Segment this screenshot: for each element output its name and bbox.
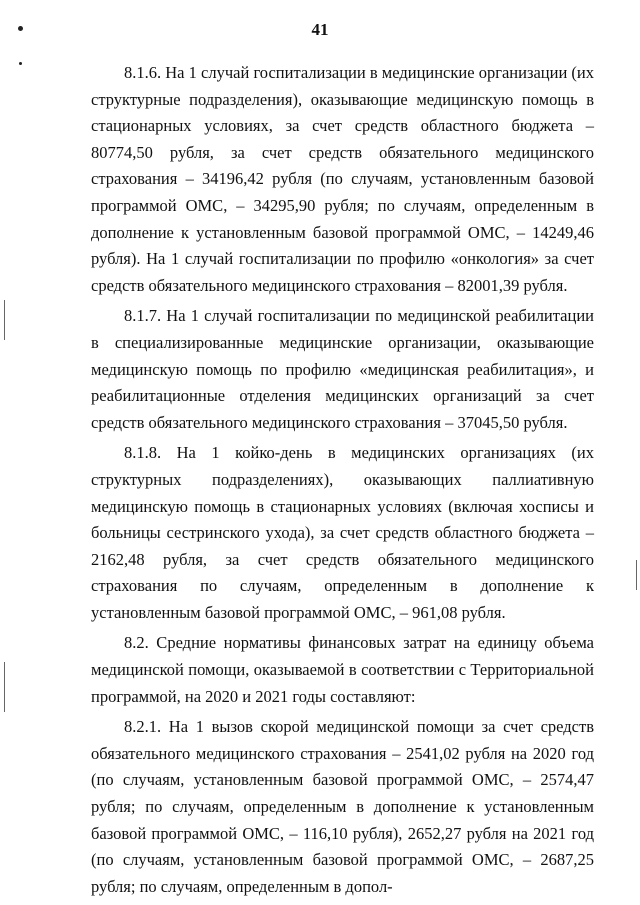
paragraph-8-2: 8.2. Средние нормативы финансовых затрат на единицу объема медицинской помощи, оказываемой в соответствии с Территориальной программой, на 2020 и 2021 годы составляют: (91, 633, 594, 706)
paragraph-8-1-6: 8.1.6. На 1 случай госпитализации в медицинские организации (их структурные подразделения), оказывающие медицинскую помощь в стационарных условиях, за счет средств областного бюджета – 80774,50 рубля, за счет средств обязательного медицинского страхования – 34196,42 рубля (по случаям, установленным базовой программой ОМС, – 34295,90 рубля; по случаям, определенным в дополнение к установленным базовой программой ОМС, – 14249,46 рубля). На 1 случай госпитализации по профилю «онкология» за счет средств обязательного медицинского страхования – 82001,39 рубля. (91, 63, 594, 295)
page-number: 41 (311, 20, 329, 39)
scan-edge-mark (4, 662, 5, 712)
scan-speck (19, 62, 22, 65)
paragraph-8-1-8: 8.1.8. На 1 койко-день в медицинских организациях (их структурных подразделениях), оказывающих паллиативную медицинскую помощь в стационарных условиях (включая хосписы и больницы сестринского ухода), за счет средств областного бюджета – 2162,48 рубля, за счет средств обязательного медицинского страхования по случаям, определенным в дополнение к установленным базовой программой ОМС, – 961,08 рубля. (91, 443, 594, 622)
scan-edge-mark (4, 300, 5, 340)
paragraph-8-2-1: 8.2.1. На 1 вызов скорой медицинской помощи за счет средств обязательного медицинского страхования – 2541,02 рубля на 2020 год (по случаям, установленным базовой программой ОМС, – 2574,47 рубля; по случаям, определенным в дополнение к установленным базовой программой ОМС, – 116,10 рубля), 2652,27 рубля на 2021 год (по случаям, установленным базовой программой ОМС, – 2687,25 рубля; по случаям, определенным в допол- (91, 717, 594, 896)
document-body (91, 60, 594, 900)
paragraph-8-1-7: 8.1.7. На 1 случай госпитализации по медицинской реабилитации в специализированные медицинские организации, оказывающие медицинскую помощь по профилю «медицинская реабилитация», и реабилитационные отделения медицинских организаций за счет средств обязательного медицинского страхования – 37045,50 рубля. (91, 306, 594, 432)
scan-edge-mark (636, 560, 637, 590)
